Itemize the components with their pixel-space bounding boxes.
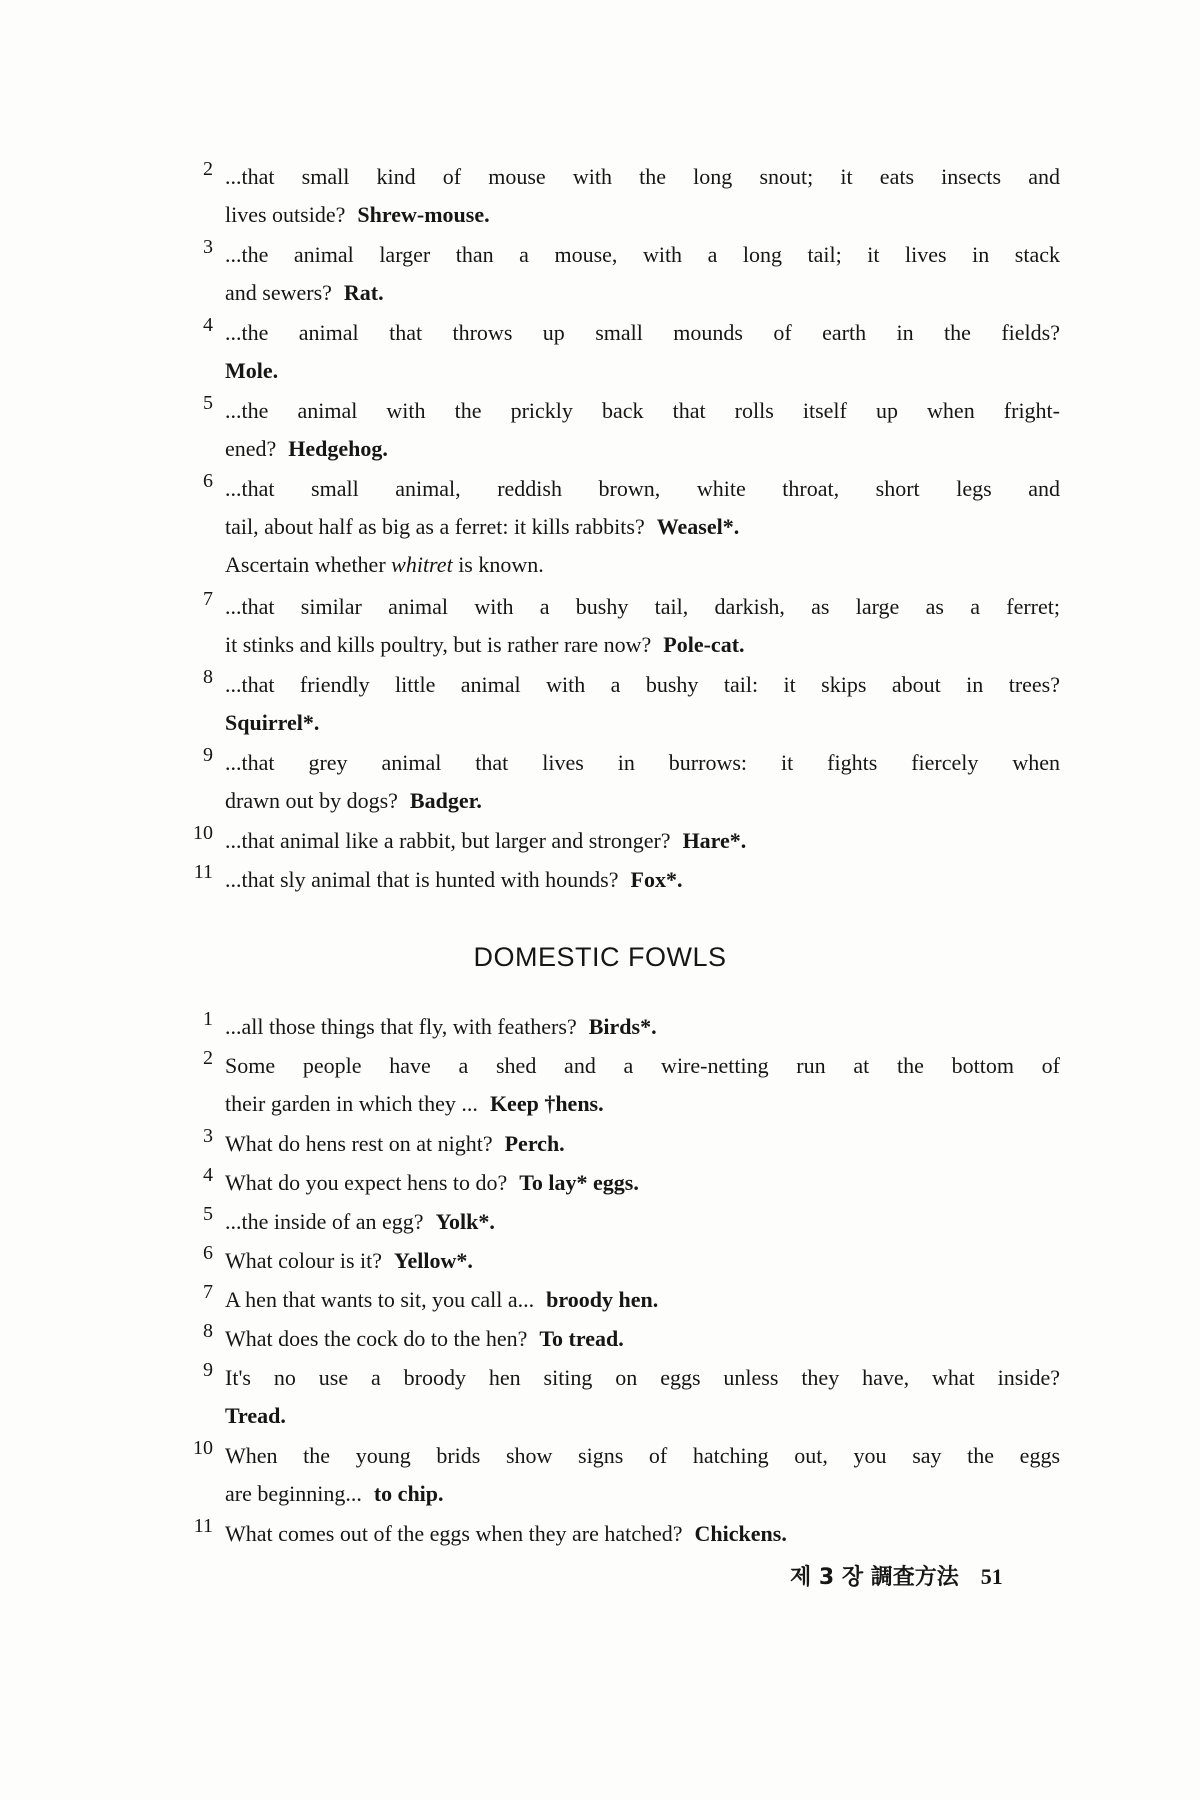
question-text: ...the animal with the prickly back that rolls itself up when fright- <box>225 398 1060 423</box>
question-text: their garden in which they ... <box>225 1091 478 1116</box>
answer-text: Tread. <box>225 1403 286 1428</box>
question-text: What colour is it? <box>225 1248 383 1273</box>
question-item <box>203 236 1060 312</box>
question-item <box>203 470 1060 584</box>
question-number: 8 <box>203 666 213 688</box>
question-text: Some people have a shed and a wire-netting run at the bottom of <box>225 1053 1060 1078</box>
question-number: 2 <box>203 158 213 180</box>
note-text: Ascertain whether <box>225 552 386 577</box>
question-text: ...the inside of an egg? <box>225 1209 424 1234</box>
question-text: When the young brids show signs of hatching out, you say the eggs <box>225 1443 1060 1468</box>
question-number: 1 <box>203 1008 213 1030</box>
page-number: 51 <box>980 1564 1003 1589</box>
question-text: drawn out by dogs? <box>225 788 398 813</box>
question-item <box>203 588 1060 664</box>
answer-text: Yolk*. <box>435 1209 495 1234</box>
question-item <box>203 1164 1060 1202</box>
answer-text: Chickens. <box>694 1521 787 1546</box>
question-text: What do hens rest on at night? <box>225 1131 493 1156</box>
answer-text: to chip. <box>373 1481 444 1506</box>
question-item <box>203 1008 1060 1046</box>
question-text: ...all those things that fly, with feathers? <box>225 1014 577 1039</box>
answer-text: Birds*. <box>588 1014 657 1039</box>
answer-text: Fox*. <box>630 867 683 892</box>
question-text: ened? <box>225 436 277 461</box>
answer-text: To tread. <box>539 1326 624 1351</box>
question-text: ...that sly animal that is hunted with hounds? <box>225 867 619 892</box>
question-item <box>203 314 1060 390</box>
answer-text: Shrew-mouse. <box>357 202 490 227</box>
question-text: ...that grey animal that lives in burrows: it fights fiercely when <box>225 750 1060 775</box>
page-footer <box>790 1560 1003 1591</box>
question-text: are beginning... <box>225 1481 362 1506</box>
question-number: 5 <box>203 392 213 414</box>
question-number: 3 <box>203 236 213 258</box>
question-text: What comes out of the eggs when they are hatched? <box>225 1521 683 1546</box>
answer-text: Squirrel*. <box>225 710 320 735</box>
question-item <box>203 666 1060 742</box>
question-item <box>203 1203 1060 1241</box>
answer-text: Badger. <box>409 788 482 813</box>
question-text: lives outside? <box>225 202 346 227</box>
question-text: A hen that wants to sit, you call a... <box>225 1287 535 1312</box>
question-text: ...that animal like a rabbit, but larger and stronger? <box>225 828 671 853</box>
answer-text: Keep †hens. <box>489 1091 604 1116</box>
question-text: What do you expect hens to do? <box>225 1170 508 1195</box>
question-text: and sewers? <box>225 280 332 305</box>
question-text: What does the cock do to the hen? <box>225 1326 528 1351</box>
question-number: 9 <box>203 1359 213 1381</box>
question-text: it stinks and kills poultry, but is rather rare now? <box>225 632 652 657</box>
question-text: ...that small animal, reddish brown, white throat, short legs and <box>225 476 1060 501</box>
question-item <box>203 1242 1060 1280</box>
question-number: 5 <box>203 1203 213 1225</box>
answer-text: To lay* eggs. <box>519 1170 639 1195</box>
question-text: ...that friendly little animal with a bushy tail: it skips about in trees? <box>225 672 1060 697</box>
question-item <box>203 1281 1060 1319</box>
question-number: 6 <box>203 470 213 492</box>
section-heading: DOMESTIC FOWLS <box>473 942 727 972</box>
question-item <box>203 1320 1060 1358</box>
answer-text: Hedgehog. <box>288 436 388 461</box>
answer-text: Hare*. <box>682 828 747 853</box>
question-number: 11 <box>193 1515 213 1537</box>
answer-text: Perch. <box>504 1131 565 1156</box>
question-item <box>203 392 1060 468</box>
question-text: ...that small kind of mouse with the long snout; it eats insects and <box>225 164 1060 189</box>
answer-text: Rat. <box>343 280 384 305</box>
chapter-label: 제 3 장 調査方法 <box>790 1565 959 1590</box>
question-text: ...that similar animal with a bushy tail, darkish, as large as a ferret; <box>225 594 1060 619</box>
question-item <box>193 1515 1060 1553</box>
dialect-word: whitret <box>391 552 453 577</box>
question-number: 6 <box>203 1242 213 1264</box>
question-number: 2 <box>203 1047 213 1069</box>
question-item <box>193 822 1060 860</box>
question-item <box>203 1125 1060 1163</box>
answer-text: Weasel*. <box>656 514 740 539</box>
question-text: ...the animal that throws up small mounds of earth in the fields? <box>225 320 1060 345</box>
answer-text: Yellow*. <box>394 1248 473 1273</box>
question-number: 3 <box>203 1125 213 1147</box>
question-item <box>203 1359 1060 1435</box>
question-number: 4 <box>203 1164 213 1186</box>
question-number: 7 <box>203 588 213 610</box>
question-item <box>193 1437 1060 1513</box>
question-number: 10 <box>193 822 213 844</box>
question-number: 9 <box>203 744 213 766</box>
question-item <box>203 744 1060 820</box>
question-number: 8 <box>203 1320 213 1342</box>
note-text: is known. <box>458 552 544 577</box>
answer-text: Mole. <box>225 358 279 383</box>
question-item <box>203 1047 1060 1123</box>
question-item <box>203 158 1060 234</box>
question-number: 7 <box>203 1281 213 1303</box>
question-item <box>193 861 1060 899</box>
answer-text: Pole-cat. <box>663 632 745 657</box>
question-text: It's no use a broody hen siting on eggs unless they have, what inside? <box>225 1365 1060 1390</box>
question-text: ...the animal larger than a mouse, with a long tail; it lives in stack <box>225 242 1060 267</box>
question-number: 10 <box>193 1437 213 1459</box>
question-text: tail, about half as big as a ferret: it kills rabbits? <box>225 514 645 539</box>
question-number: 4 <box>203 314 213 336</box>
question-number: 11 <box>193 861 213 883</box>
answer-text: broody hen. <box>546 1287 659 1312</box>
